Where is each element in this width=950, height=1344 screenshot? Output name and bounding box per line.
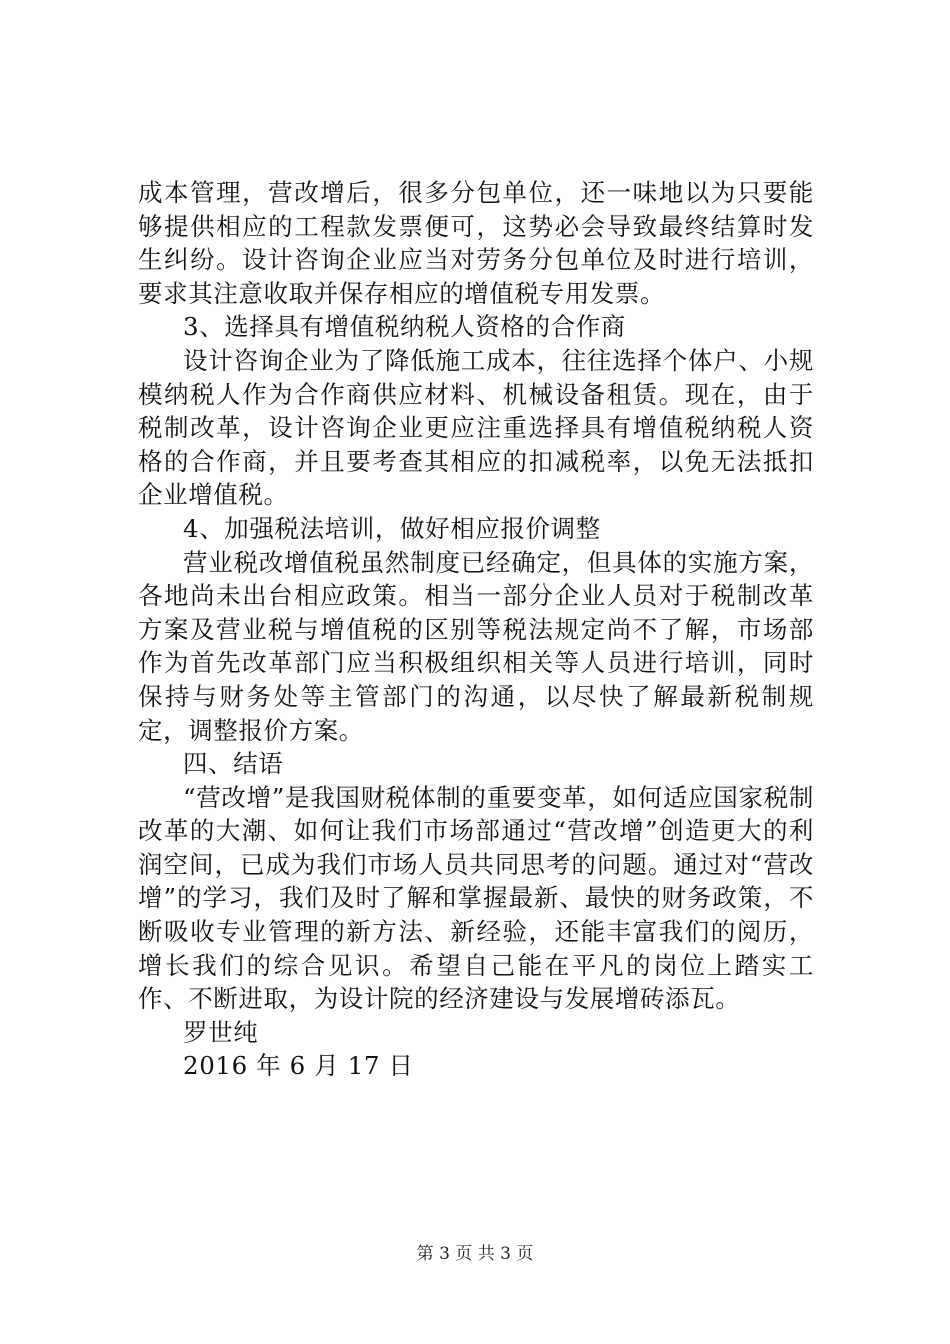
- author-signature: 罗世纯: [183, 1017, 259, 1047]
- paragraph-conclusion: “营改增”是我国财税体制的重要变革，如何适应国家税制改革的大潮、如何让我们市场部通过“营改增”创造更大的利润空间，已成为我们市场人员共同思考的问题。通过对“营改增”的学习，我们及时了解和掌握最新、最快的财务政策，不断吸收专业管理的新方法、新经验，还能丰富我们的阅历，增长我们的综合见识。希望自己能在平凡的岗位上踏实工作、不断进取，为设计院的经济建设与发展增砖添瓦。: [138, 782, 814, 1014]
- paragraph-cost-management: 成本管理，营改增后，很多分包单位，还一味地以为只要能够提供相应的工程款发票便可，这势必会导致最终结算时发生纠纷。设计咨询企业应当对劳务分包单位及时进行培训，要求其注意收取并保存相应的增值税专用发票。: [138, 178, 814, 308]
- document-date: 2016 年 6 月 17 日: [183, 1051, 414, 1081]
- paragraph-tax-training: 营业税改增值税虽然制度已经确定，但具体的实施方案，各地尚未出台相应政策。相当一部分企业人员对于税制改革方案及营业税与增值税的区别等税法规定尚不了解，市场部作为首先改革部门应当积极组织相关等人员进行培训，同时保持与财务处等主管部门的沟通，以尽快了解最新税制规定，调整报价方案。: [138, 547, 814, 745]
- paragraph-select-partners: 设计咨询企业为了降低施工成本，往往选择个体户、小规模纳税人作为合作商供应材料、机械设备租赁。现在，由于税制改革，设计咨询企业更应注重选择具有增值税纳税人资格的合作商，并且要考查其相应的扣减税率，以免无法抵扣企业增值税。: [138, 345, 814, 510]
- heading-conclusion: 四、结语: [183, 749, 284, 779]
- page-number-footer: 第 3 页 共 3 页: [416, 1244, 534, 1264]
- heading-tax-training: 4、加强税法培训，做好相应报价调整: [183, 513, 601, 543]
- document-body: [138, 176, 814, 1083]
- heading-select-partners: 3、选择具有增值税纳税人资格的合作商: [183, 312, 626, 342]
